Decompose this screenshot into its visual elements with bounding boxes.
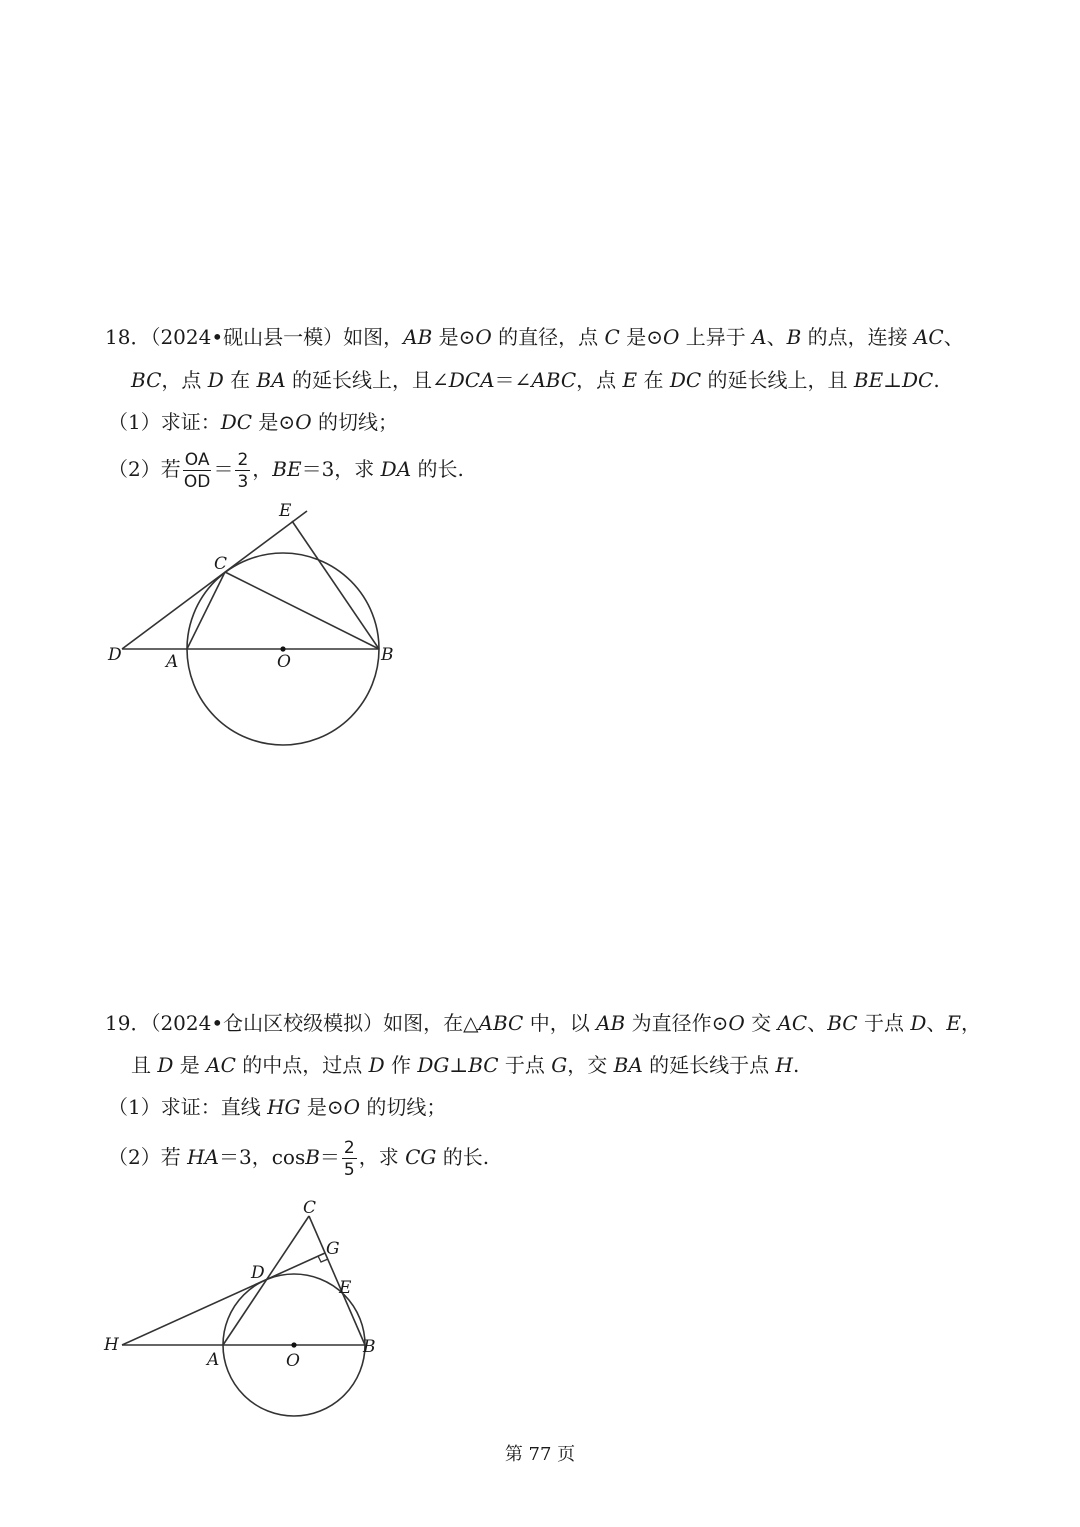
fraction-two-thirds: $\frac{2}{3}$	[237, 449, 249, 492]
fraction-two-fifths: $\frac{2}{5}$	[343, 1137, 355, 1180]
q19-line-hg	[122, 1253, 325, 1345]
q18-label-b: B	[381, 645, 394, 665]
q18-label-o: O	[277, 652, 291, 672]
q19-label-a: A	[207, 1350, 220, 1370]
q19-label-g: G	[326, 1239, 340, 1259]
q18-part-1: （1）求证：DC 是⊙O 的切线；	[108, 410, 398, 434]
q19-line-2: 且 D 是 AC 的中点，过点 D 作 DG⊥BC 于点 G，交 BA 的延长线于点 H.	[131, 1053, 800, 1077]
q18-part-2: （2）若 $\frac{OA}{OD}$ ＝ $\frac{2}{3}$ ，BE＝3，求 DA 的长.	[108, 449, 464, 492]
q18-line-2: BC，点 D 在 BA 的延长线上，且∠DCA＝∠ABC，点 E 在 DC 的延长线上，且 BE⊥DC.	[131, 368, 940, 392]
q19-line-1: 19．（2024•仓山区校级模拟）如图，在△ABC 中，以 AB 为直径作⊙O 交 AC、BC 于点 D、E，	[105, 1011, 981, 1035]
q19-label-h: H	[104, 1335, 119, 1355]
q19-label-o: O	[286, 1351, 300, 1371]
q18-line-be	[292, 521, 379, 649]
q18-label-c: C	[214, 554, 228, 574]
q18-line-ac	[187, 572, 225, 649]
q18-line-de	[122, 511, 307, 649]
q18-line-cb	[225, 572, 379, 649]
q19-center-dot	[291, 1342, 296, 1347]
q19-figure	[103, 1198, 376, 1416]
q19-label-d: D	[251, 1263, 265, 1283]
q18-label-a: A	[166, 652, 179, 672]
q19-part-2: （2）若 HA＝3，cosB＝ $\frac{2}{5}$ ，求 CG 的长.	[108, 1137, 490, 1180]
q19-part-1: （1）求证：直线 HG 是⊙O 的切线；	[108, 1095, 447, 1119]
q19-label-e: E	[339, 1278, 352, 1298]
q18-center-dot	[280, 646, 285, 651]
q19-label-b: B	[363, 1337, 376, 1357]
page-number: 第 77 页	[504, 1444, 576, 1465]
fraction-oa-od: $\frac{OA}{OD}$	[183, 449, 211, 492]
q18-line-1: 18．（2024•砚山县一模）如图，AB 是⊙O 的直径，点 C 是⊙O 上异于 A、B 的点，连接 AC、	[105, 325, 964, 349]
q19-line-cb	[309, 1216, 365, 1345]
q19-label-c: C	[303, 1198, 317, 1218]
q18-label-e: E	[279, 501, 292, 521]
q18-label-d: D	[108, 645, 122, 665]
